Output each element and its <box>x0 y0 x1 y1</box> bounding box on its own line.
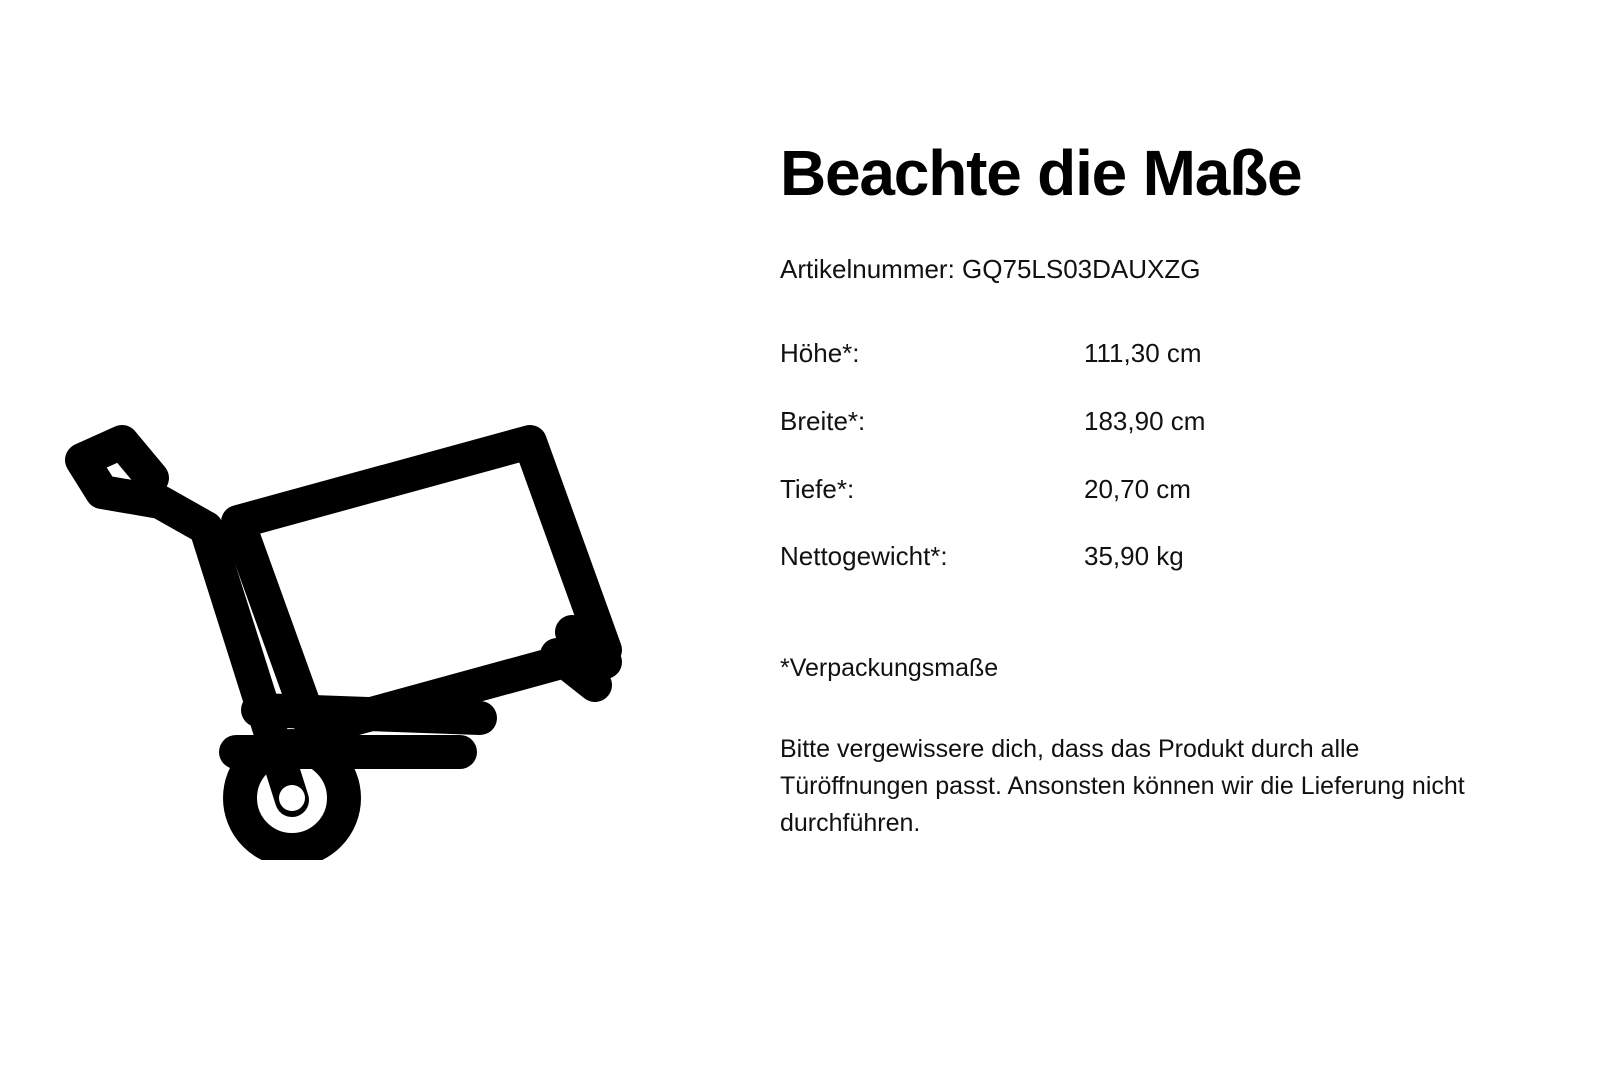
info-pane <box>760 0 1599 1066</box>
spec-label-depth: Tiefe*: <box>780 473 855 504</box>
table-row <box>780 473 1284 541</box>
spec-value-netweight: 35,90 kg <box>1084 541 1184 572</box>
spec-label-height: Höhe*: <box>780 337 860 368</box>
spec-label-width: Breite*: <box>780 405 866 436</box>
table-row <box>780 337 1284 405</box>
hand-truck-tv-icon <box>60 400 640 860</box>
table-row <box>780 405 1284 473</box>
spec-value-depth: 20,70 cm <box>1084 473 1191 504</box>
delivery-notice: Bitte vergewissere dich, dass das Produkt durch alle Türöffnungen passt. Ansonsten können wir die Lieferung nicht durchführen. <box>780 734 1465 837</box>
packaging-footnote: *Verpackungsmaße <box>780 654 999 683</box>
spec-value-width: 183,90 cm <box>1084 405 1206 436</box>
article-number: Artikelnummer: GQ75LS03DAUXZG <box>780 254 1201 285</box>
spec-label-netweight: Nettogewicht*: <box>780 541 948 572</box>
spec-value-height: 111,30 cm <box>1084 337 1202 368</box>
illustration-pane <box>0 0 760 1066</box>
dimensions-table <box>780 337 1284 608</box>
table-row <box>780 540 1284 608</box>
page-title: Beachte die Maße <box>780 137 1302 209</box>
